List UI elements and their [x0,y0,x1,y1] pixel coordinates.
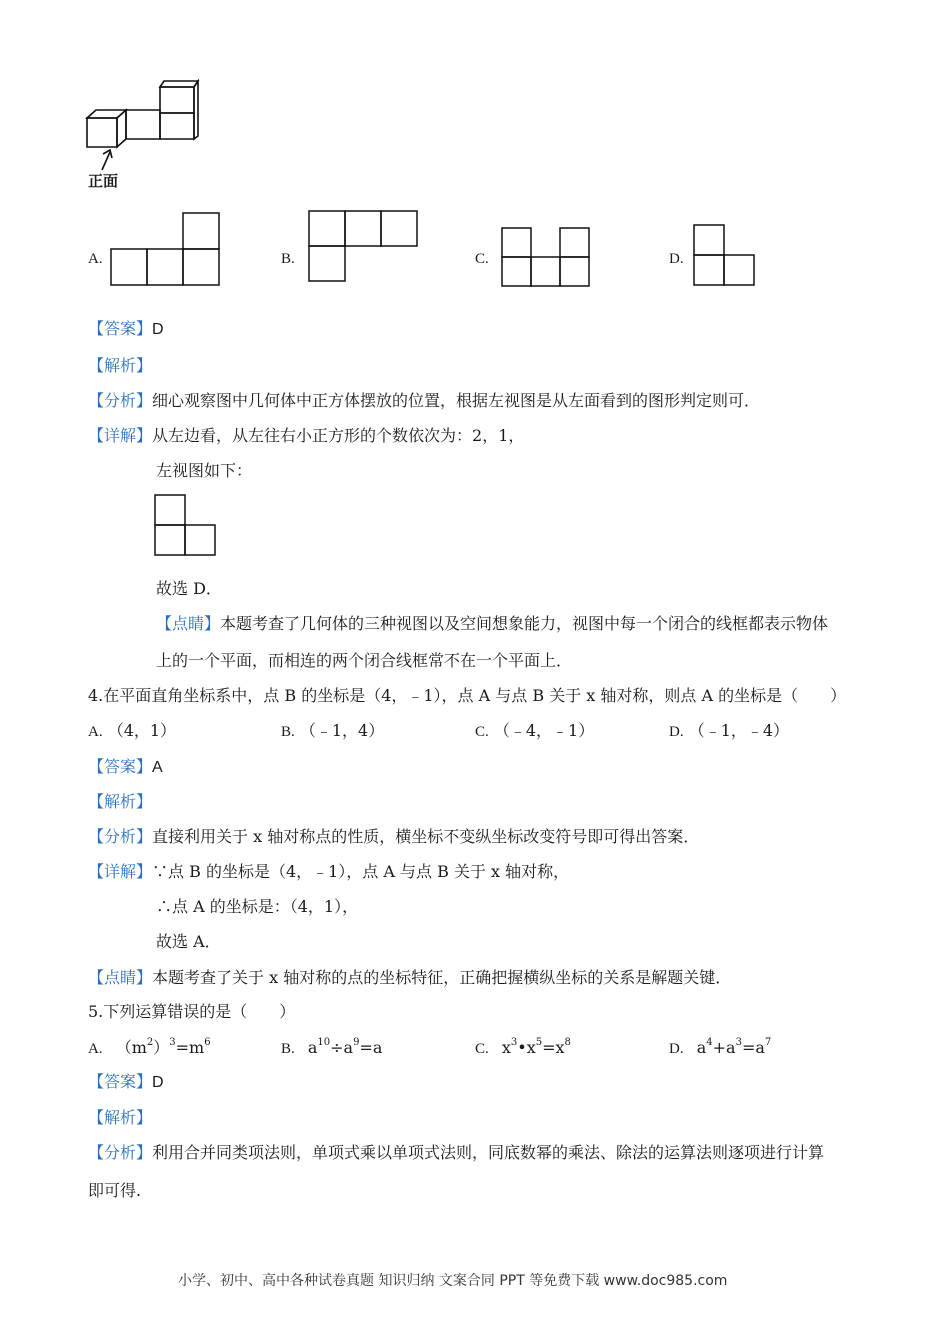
q3-fenxi: 细心观察图中几何体中正方体摆放的位置，根据左视图是从左面看到的图形判定则可． [152,391,761,410]
detail-tag: 【详解】 [88,426,153,445]
q5-option-a [88,1037,211,1060]
q5-option-d [669,1037,771,1060]
q5-option-c-expr: $x^3•x^5=x^8$ [501,1036,571,1057]
q5-fenxi-line [88,1142,824,1164]
answer-tag: 【答案】 [88,1072,153,1091]
q5-option-c [475,1037,571,1060]
q4-answer-line [88,756,163,779]
option-d-figure [693,224,757,288]
fenxi-tag: 【分析】 [88,1143,153,1162]
q4-detail-line [88,861,569,883]
comment-tag: 【点睛】 [88,968,153,987]
option-text: （﹣1，4） [299,721,385,740]
q5-option-b [281,1037,382,1060]
q5-stem: 5.下列运算错误的是（ ） [88,1002,296,1021]
option-text: （4，1） [107,721,177,740]
option-b-letter: B. [281,251,295,267]
option-letter: C. [475,1041,489,1057]
q4-fenxi: 直接利用关于 x 轴对称点的性质，横坐标不变纵坐标改变符号即可得出答案． [152,827,700,846]
q3-detail2: 左视图如下： [156,461,253,480]
q3-answer-line [88,318,164,341]
q3-comment-line [156,613,828,635]
detail-tag: 【详解】 [88,862,153,881]
option-a-letter: A. [88,251,103,267]
q3-comment1: 本题考查了几何体的三种视图以及空间想象能力，视图中每一个闭合的线框都表示物体 [220,614,829,633]
option-text: （﹣1，﹣4） [688,721,790,740]
option-a-figure [111,213,221,288]
q5-fenxi1: 利用合并同类项法则，单项式乘以单项式法则，同底数幂的乘法、除法的运算法则逐项进行计算 [152,1143,825,1162]
q5-answer: D [152,1074,164,1091]
q3-choose: 故选 D． [156,579,222,598]
q4-option-a [88,720,176,743]
q4-detail1: ∵点 B 的坐标是（4，﹣1），点 A 与点 B 关于 x 轴对称， [152,862,570,881]
q4-detail2: ∴点 A 的坐标是：（4，1）， [156,897,359,916]
left-view-figure [154,494,218,558]
q5-analysis-tag: 【解析】 [88,1108,153,1127]
q3-comment2: 上的一个平面，而相连的两个闭合线框常不在一个平面上． [156,651,573,670]
cube-stack-figure [84,78,214,168]
q4-option-d [669,720,789,743]
option-letter: B. [281,724,295,740]
option-c-figure [501,227,593,289]
fenxi-tag: 【分析】 [88,391,153,410]
q4-option-c [475,720,594,743]
option-letter: A. [88,724,103,740]
option-letter: D. [669,1041,684,1057]
front-label: 正面 [88,172,119,190]
q5-option-a-expr: $(m^2)^3=m^6$ [115,1036,211,1057]
q4-option-b [281,720,384,743]
answer-tag: 【答案】 [88,757,153,776]
comment-tag: 【点睛】 [156,614,221,633]
q5-option-d-expr: $a^4+a^3=a^7$ [696,1036,772,1057]
option-letter: B. [281,1041,295,1057]
q5-answer-line [88,1071,164,1094]
option-letter: D. [669,724,684,740]
q3-analysis-tag: 【解析】 [88,356,153,375]
option-letter: A. [88,1041,103,1057]
option-c-letter: C. [475,251,489,267]
q5-option-b-expr: $a^{10}\div a^9=a$ [307,1036,383,1057]
option-text: （﹣4，﹣1） [493,721,595,740]
fenxi-tag: 【分析】 [88,827,153,846]
q4-answer: A [152,759,163,776]
q4-analysis-tag: 【解析】 [88,792,153,811]
answer-tag: 【答案】 [88,319,153,338]
q3-detail: 从左边看，从左往右小正方形的个数依次为：2，1， [152,426,525,445]
q3-answer: D [152,321,164,338]
q4-fenxi-line [88,826,699,848]
option-d-letter: D. [669,251,684,267]
option-b-figure [308,210,420,285]
page-footer: 小学、初中、高中各种试卷真题 知识归纳 文案合同 PPT 等免费下载 www.doc985.com [178,1273,728,1289]
q5-fenxi2: 即可得. [88,1181,142,1200]
q4-choose: 故选 A． [156,932,221,951]
q4-comment-line [88,967,731,989]
q4-stem: 4.在平面直角坐标系中，点 B 的坐标是（4，﹣1），点 A 与点 B 关于 x 轴对称，则点 A 的坐标是（ ） [88,686,847,705]
q3-fenxi-line [88,390,760,412]
option-letter: C. [475,724,489,740]
q3-detail-line [88,425,524,447]
q4-comment: 本题考查了关于 x 轴对称的点的坐标特征，正确把握横纵坐标的关系是解题关键． [152,968,732,987]
